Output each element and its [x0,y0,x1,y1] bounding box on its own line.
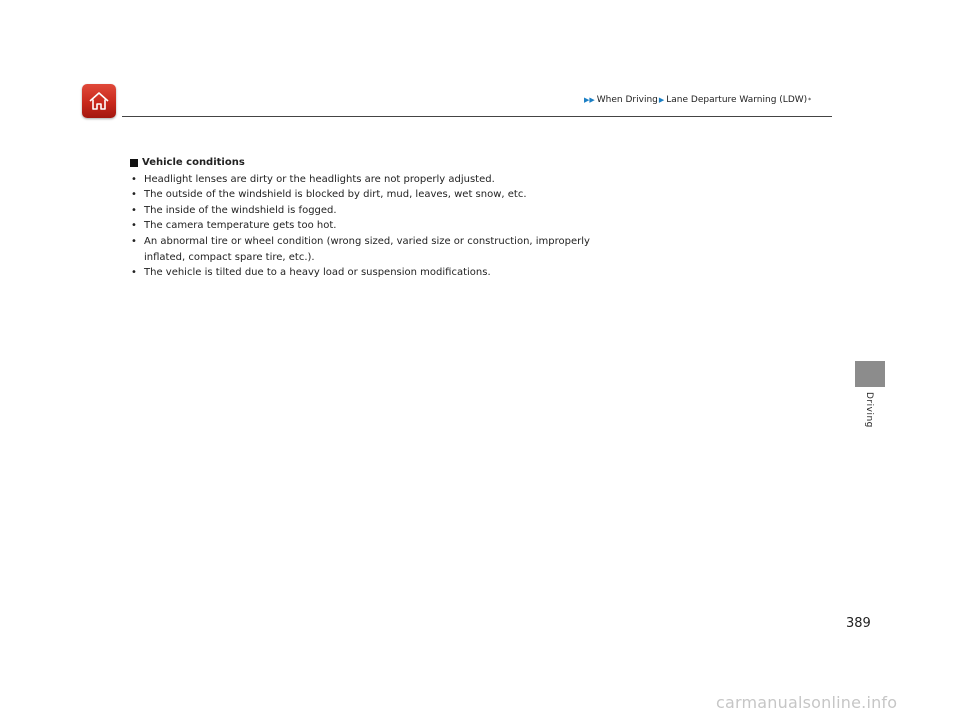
square-bullet-icon [130,159,138,167]
list-item: • Headlight lenses are dirty or the headlights are not properly adjusted. [130,172,590,188]
chapter-tab[interactable] [855,361,885,387]
bullet-list [130,172,590,281]
breadcrumb-asterisk: * [808,96,812,104]
home-button[interactable] [82,84,116,118]
list-item: • The camera temperature gets too hot. [130,218,590,234]
breadcrumb-item-ldw[interactable]: Lane Departure Warning (LDW) [666,95,808,105]
breadcrumb-arrow-icon: ▶▶ [584,96,595,104]
header-divider [122,116,832,117]
list-item: • The inside of the windshield is fogged. [130,203,590,219]
breadcrumb [584,95,811,105]
section-heading [130,155,590,171]
list-item: • An abnormal tire or wheel condition (wrong sized, varied size or construction, improperly inflated, compact spare tire, etc.). [130,234,590,265]
home-icon [87,89,111,113]
section-vehicle-conditions [130,155,590,281]
section-heading-text: Vehicle conditions [142,157,245,168]
list-item: • The outside of the windshield is blocked by dirt, mud, leaves, wet snow, etc. [130,187,590,203]
page-number: 389 [846,616,871,631]
list-item: • The vehicle is tilted due to a heavy load or suspension modifications. [130,265,590,281]
breadcrumb-item-when-driving[interactable]: When Driving [596,95,658,105]
watermark: carmanualsonline.info [716,693,898,712]
chapter-tab-label: Driving [864,392,874,428]
breadcrumb-arrow-icon: ▶ [658,96,665,104]
